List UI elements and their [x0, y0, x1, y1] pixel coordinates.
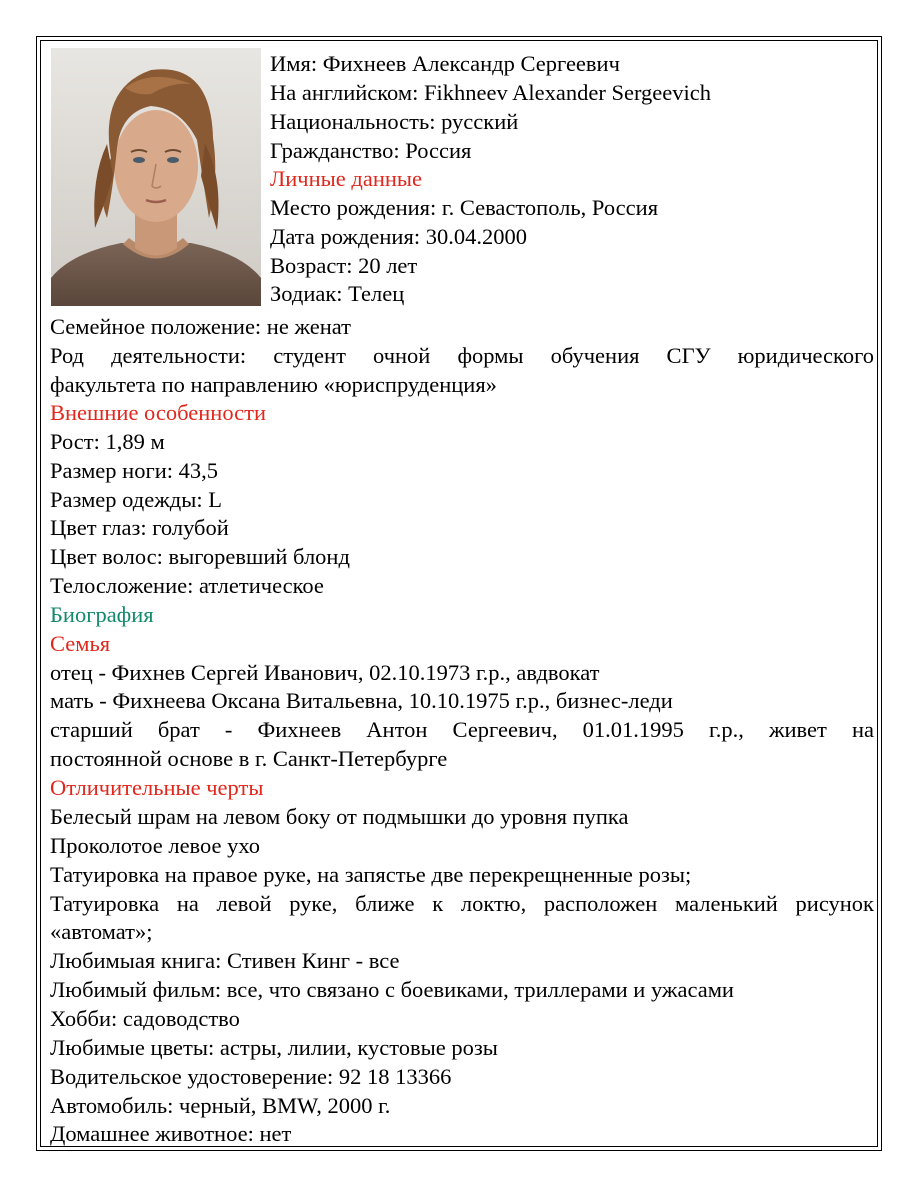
- scar-field: Белесый шрам на левом боку от подмышки до уровня пупка: [50, 804, 629, 829]
- birthplace-field: Место рождения: г. Севастополь, Россия: [270, 195, 659, 220]
- tattoo-left-line-2: «автомат»;: [50, 919, 153, 944]
- portrait-photo: [51, 48, 261, 306]
- car-field: Автомобиль: черный, BMW, 2000 г.: [50, 1093, 391, 1118]
- age-field: Возраст: 20 лет: [270, 253, 418, 278]
- build-field: Телосложение: атлетическое: [50, 573, 324, 598]
- favorite-flowers-field: Любимые цветы: астры, лилии, кустовые розы: [50, 1035, 498, 1060]
- features-heading: Отличительные черты: [50, 775, 264, 800]
- personal-data-heading: Личные данные: [270, 166, 423, 191]
- driver-license-field: Водительское удостоверение: 92 18 13366: [50, 1064, 452, 1089]
- favorite-book-field: Любимыая книга: Стивен Кинг - все: [50, 948, 400, 973]
- tattoo-left-line-1: Татуировка на левой руке, ближе к локтю, расположен маленький рисунок: [50, 891, 874, 916]
- zodiac-field: Зодиак: Телец: [270, 281, 405, 306]
- pet-field: Домашнее животное: нет: [50, 1121, 292, 1146]
- tattoo-right-field: Татуировка на правое руке, на запястье две перекрещненные розы;: [50, 862, 692, 887]
- occupation-line-1: Род деятельности: студент очной формы обучения СГУ юридического: [50, 343, 874, 368]
- father-field: отец - Фихнев Сергей Иванович, 02.10.1973 г.р., авдвокат: [50, 660, 600, 685]
- clothing-size-field: Размер одежды: L: [50, 487, 222, 512]
- height-field: Рост: 1,89 м: [50, 429, 165, 454]
- citizenship-field: Гражданство: Россия: [270, 138, 472, 163]
- appearance-heading: Внешние особенности: [50, 400, 266, 425]
- nationality-field: Национальность: русский: [270, 109, 519, 134]
- marital-status-field: Семейное положение: не женат: [50, 314, 351, 339]
- favorite-film-field: Любимый фильм: все, что связано с боевиками, триллерами и ужасами: [50, 977, 734, 1002]
- mother-field: мать - Фихнеева Оксана Витальевна, 10.10.1975 г.р., бизнес-леди: [50, 688, 673, 713]
- birthdate-field: Дата рождения: 30.04.2000: [270, 224, 527, 249]
- ear-field: Проколотое левое ухо: [50, 833, 261, 858]
- brother-line-2: постоянной основе в г. Санкт-Петербурге: [50, 746, 448, 771]
- biography-heading: Биография: [50, 602, 154, 627]
- english-name-field: На английском: Fikhneev Alexander Sergeevich: [270, 80, 711, 105]
- family-heading: Семья: [50, 631, 111, 656]
- hair-color-field: Цвет волос: выгоревший блонд: [50, 544, 350, 569]
- brother-line-1: старший брат - Фихнеев Антон Сергеевич, 01.01.1995 г.р., живет на: [50, 717, 874, 742]
- hobby-field: Хобби: садоводство: [50, 1006, 240, 1031]
- shoe-size-field: Размер ноги: 43,5: [50, 458, 218, 483]
- eye-color-field: Цвет глаз: голубой: [50, 515, 229, 540]
- name-field: Имя: Фихнеев Александр Сергеевич: [270, 51, 620, 76]
- occupation-line-2: факультета по направлению «юриспруденция»: [50, 372, 497, 397]
